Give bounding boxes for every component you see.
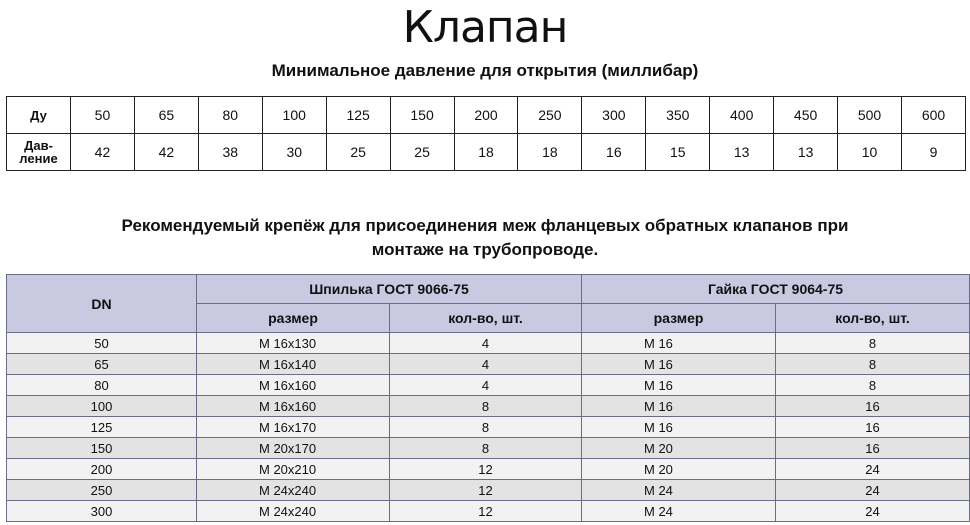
- table-row: [7, 438, 970, 459]
- table-row: [7, 501, 970, 522]
- nut-header: Гайка ГОСТ 9064-75: [582, 275, 970, 304]
- stud-qty-cell: 8: [390, 438, 582, 459]
- dn-cell: 500: [838, 97, 902, 134]
- fastener-header-row: [7, 275, 970, 304]
- caption-line2: монтаже на трубопроводе.: [371, 240, 599, 259]
- table-row: [7, 396, 970, 417]
- dn-cell: 100: [7, 396, 197, 417]
- pressure-label-line2: ление: [19, 151, 58, 166]
- nut-qty-cell: 8: [776, 375, 970, 396]
- stud-qty-cell: 4: [390, 354, 582, 375]
- table-row: [7, 354, 970, 375]
- nut-qty-cell: 24: [776, 501, 970, 522]
- stud-header: Шпилька ГОСТ 9066-75: [197, 275, 582, 304]
- nut-size-cell: М 24: [582, 480, 776, 501]
- stud-size-cell: М 24х240: [197, 501, 390, 522]
- nut-qty-cell: 16: [776, 438, 970, 459]
- nut-qty-cell: 8: [776, 354, 970, 375]
- nut-size-cell: М 16: [582, 375, 776, 396]
- stud-qty-cell: 4: [390, 375, 582, 396]
- table-row: [7, 417, 970, 438]
- dn-cell: 80: [198, 97, 262, 134]
- stud-qty-header: кол-во, шт.: [390, 304, 582, 333]
- stud-qty-cell: 8: [390, 417, 582, 438]
- stud-qty-cell: 8: [390, 396, 582, 417]
- stud-size-cell: М 16х170: [197, 417, 390, 438]
- dn-cell: 300: [7, 501, 197, 522]
- nut-size-cell: М 16: [582, 417, 776, 438]
- dn-cell: 250: [518, 97, 582, 134]
- stud-qty-cell: 12: [390, 501, 582, 522]
- pressure-cell: 38: [198, 134, 262, 171]
- table-row: [7, 375, 970, 396]
- pressure-row-label: [7, 134, 71, 171]
- nut-size-cell: М 20: [582, 438, 776, 459]
- dn-cell: 65: [7, 354, 197, 375]
- pressure-row: [7, 134, 966, 171]
- stud-qty-cell: 12: [390, 480, 582, 501]
- dn-cell: 300: [582, 97, 646, 134]
- stud-size-cell: М 24х240: [197, 480, 390, 501]
- pressure-cell: 25: [390, 134, 454, 171]
- nut-qty-cell: 24: [776, 480, 970, 501]
- dn-cell: 100: [262, 97, 326, 134]
- pressure-cell: 25: [326, 134, 390, 171]
- dn-cell: 350: [646, 97, 710, 134]
- dn-cell: 50: [7, 333, 197, 354]
- stud-size-cell: М 16х160: [197, 375, 390, 396]
- dn-row-label: Ду: [7, 97, 71, 134]
- dn-row: [7, 97, 966, 134]
- nut-size-cell: М 16: [582, 333, 776, 354]
- dn-cell: 200: [454, 97, 518, 134]
- nut-qty-cell: 16: [776, 417, 970, 438]
- nut-size-cell: М 20: [582, 459, 776, 480]
- table-row: [7, 480, 970, 501]
- dn-cell: 250: [7, 480, 197, 501]
- pressure-cell: 18: [454, 134, 518, 171]
- fastener-table: [6, 274, 970, 522]
- dn-cell: 50: [71, 97, 135, 134]
- pressure-cell: 42: [134, 134, 198, 171]
- nut-qty-header: кол-во, шт.: [776, 304, 970, 333]
- nut-size-cell: М 16: [582, 354, 776, 375]
- nut-size-cell: М 24: [582, 501, 776, 522]
- dn-cell: 600: [901, 97, 965, 134]
- dn-cell: 150: [390, 97, 454, 134]
- nut-qty-cell: 8: [776, 333, 970, 354]
- dn-cell: 125: [7, 417, 197, 438]
- page-title: Клапан: [402, 2, 568, 53]
- stud-size-cell: М 20х210: [197, 459, 390, 480]
- stud-size-cell: М 16х130: [197, 333, 390, 354]
- dn-cell: 65: [134, 97, 198, 134]
- pressure-cell: 16: [582, 134, 646, 171]
- fastener-table-caption: [0, 214, 970, 262]
- table-row: [7, 459, 970, 480]
- pressure-table: [6, 96, 966, 171]
- table-row: [7, 333, 970, 354]
- dn-cell: 450: [774, 97, 838, 134]
- stud-size-cell: М 20х170: [197, 438, 390, 459]
- caption-line1: Рекомендуемый крепёж для присоединения меж фланцевых обратных клапанов при: [121, 216, 849, 235]
- stud-size-cell: М 16х160: [197, 396, 390, 417]
- stud-qty-cell: 12: [390, 459, 582, 480]
- dn-cell: 125: [326, 97, 390, 134]
- stud-qty-cell: 4: [390, 333, 582, 354]
- pressure-cell: 13: [710, 134, 774, 171]
- dn-cell: 80: [7, 375, 197, 396]
- nut-size-header: размер: [582, 304, 776, 333]
- pressure-cell: 13: [774, 134, 838, 171]
- stud-size-header: размер: [197, 304, 390, 333]
- pressure-cell: 10: [838, 134, 902, 171]
- dn-cell: 200: [7, 459, 197, 480]
- pressure-label-line1: Дав-: [24, 138, 53, 153]
- pressure-cell: 30: [262, 134, 326, 171]
- pressure-cell: 18: [518, 134, 582, 171]
- pressure-cell: 9: [901, 134, 965, 171]
- pressure-cell: 42: [71, 134, 135, 171]
- pressure-table-caption: Минимальное давление для открытия (миллибар): [271, 61, 699, 80]
- nut-size-cell: М 16: [582, 396, 776, 417]
- nut-qty-cell: 24: [776, 459, 970, 480]
- fastener-table-body: [7, 333, 970, 522]
- dn-header: DN: [7, 275, 197, 333]
- stud-size-cell: М 16х140: [197, 354, 390, 375]
- pressure-cell: 15: [646, 134, 710, 171]
- dn-cell: 150: [7, 438, 197, 459]
- dn-cell: 400: [710, 97, 774, 134]
- nut-qty-cell: 16: [776, 396, 970, 417]
